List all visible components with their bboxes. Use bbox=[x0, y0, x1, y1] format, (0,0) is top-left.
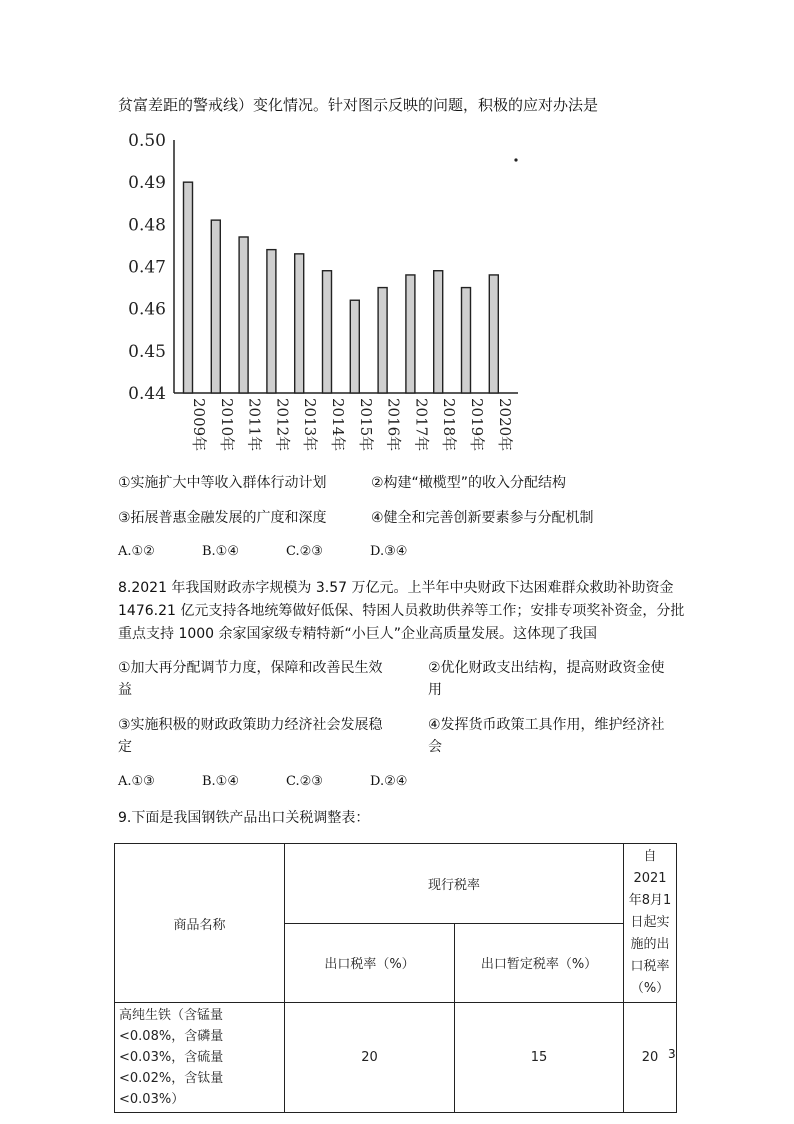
q9-intro: 9.下面是我国钢铁产品出口关税调整表： bbox=[118, 810, 370, 826]
bar-2014年 bbox=[323, 271, 332, 393]
y-tick-label: 0.45 bbox=[128, 341, 166, 362]
chart-dot-mark bbox=[514, 158, 517, 161]
q7-answer-c: C.②③ bbox=[286, 544, 323, 559]
q8-line-3: 重点支持 1000 余家国家级专精特新“小巨人”企业高质量发展。这体现了我国 bbox=[118, 626, 598, 642]
q8-answer-a: A.①③ bbox=[118, 774, 155, 789]
q7-option-4: ④健全和完善创新要素参与分配机制 bbox=[371, 510, 594, 526]
x-tick-label: 2014年 bbox=[329, 398, 347, 452]
bar-2018年 bbox=[434, 271, 443, 393]
header-product-name: 商品名称 bbox=[115, 844, 285, 1003]
x-tick-label: 2015年 bbox=[356, 398, 375, 452]
bar-2017年 bbox=[406, 275, 415, 393]
q8-line-1: 8.2021 年我国财政赤字规模为 3.57 万亿元。上半年中央财政下达困难群众救助补助资金 bbox=[118, 580, 674, 596]
bar-2012年 bbox=[267, 250, 276, 393]
bar-2011年 bbox=[239, 237, 248, 393]
x-tick-label: 2011年 bbox=[245, 398, 264, 452]
y-tick-label: 0.46 bbox=[128, 299, 166, 320]
x-tick-label: 2009年 bbox=[190, 398, 208, 452]
x-tick-label: 2012年 bbox=[273, 398, 292, 452]
x-tick-label: 2019年 bbox=[468, 398, 486, 452]
q8-line-2: 1476.21 亿元支持各地统筹做好低保、特困人员救助供养等工作；安排专项奖补资金，分批 bbox=[118, 603, 685, 619]
x-tick-label: 2017年 bbox=[412, 398, 431, 452]
q7-option-2: ②构建“橄榄型”的收入分配结构 bbox=[371, 475, 567, 491]
q8-answer-b: B.①④ bbox=[202, 774, 239, 789]
bar-2013年 bbox=[295, 254, 304, 393]
header-temp-rate: 出口暂定税率（%） bbox=[455, 923, 624, 1003]
q7-answer-a: A.①② bbox=[118, 544, 155, 559]
bar-2016年 bbox=[378, 288, 387, 393]
header-new-rate: 自2021年8月1日起实施的出口税率（%） bbox=[624, 844, 677, 1003]
x-tick-label: 2018年 bbox=[440, 398, 459, 452]
table-row bbox=[115, 1003, 677, 1113]
q7-option-1: ①实施扩大中等收入群体行动计划 bbox=[118, 475, 327, 491]
q8-option-3: ③实施积极的财政政策助力经济社会发展稳定 bbox=[118, 717, 383, 755]
q7-answer-b: B.①④ bbox=[202, 544, 239, 559]
bar-2010年 bbox=[211, 220, 220, 393]
q8-answer-d: D.②④ bbox=[370, 774, 408, 789]
x-tick-label: 2016年 bbox=[384, 398, 403, 452]
q7-option-3: ③拓展普惠金融发展的广度和深度 bbox=[118, 510, 327, 526]
bar-2019年 bbox=[462, 288, 471, 393]
cell-temp-rate: 15 bbox=[455, 1003, 624, 1113]
page-number: 3 bbox=[668, 1047, 676, 1061]
y-tick-label: 0.44 bbox=[128, 384, 166, 404]
x-tick-label: 2013年 bbox=[301, 398, 320, 452]
header-current-rate: 现行税率 bbox=[285, 844, 624, 924]
cell-product-name: 高纯生铁（含锰量<0.08%，含磷量<0.03%，含硫量<0.02%，含钛量<0.03%） bbox=[115, 1003, 285, 1113]
gini-bar-chart bbox=[118, 126, 528, 456]
bar-2015年 bbox=[350, 300, 359, 393]
q8-option-2: ②优化财政支出结构，提高财政资金使用 bbox=[428, 660, 665, 698]
q8-option-1: ①加大再分配调节力度，保障和改善民生效益 bbox=[118, 660, 383, 698]
q8-option-4: ④发挥货币政策工具作用，维护经济社会 bbox=[428, 717, 665, 755]
cell-new-rate: 20 bbox=[624, 1003, 677, 1113]
y-tick-label: 0.47 bbox=[128, 257, 166, 278]
bar-2009年 bbox=[184, 182, 193, 393]
q7-answer-d: D.③④ bbox=[370, 544, 408, 559]
header-export-rate: 出口税率（%） bbox=[285, 923, 455, 1003]
bar-2020年 bbox=[489, 275, 498, 393]
x-tick-label: 2010年 bbox=[217, 398, 236, 452]
q7-intro: 贫富差距的警戒线）变化情况。针对图示反映的问题，积极的应对办法是 bbox=[118, 96, 599, 114]
tariff-table bbox=[114, 843, 677, 1113]
cell-export-rate: 20 bbox=[285, 1003, 455, 1113]
x-tick-label: 2020年 bbox=[495, 398, 514, 452]
y-tick-label: 0.48 bbox=[128, 215, 166, 236]
y-tick-label: 0.50 bbox=[128, 131, 166, 151]
y-tick-label: 0.49 bbox=[128, 173, 166, 194]
q8-answer-c: C.②③ bbox=[286, 774, 323, 789]
